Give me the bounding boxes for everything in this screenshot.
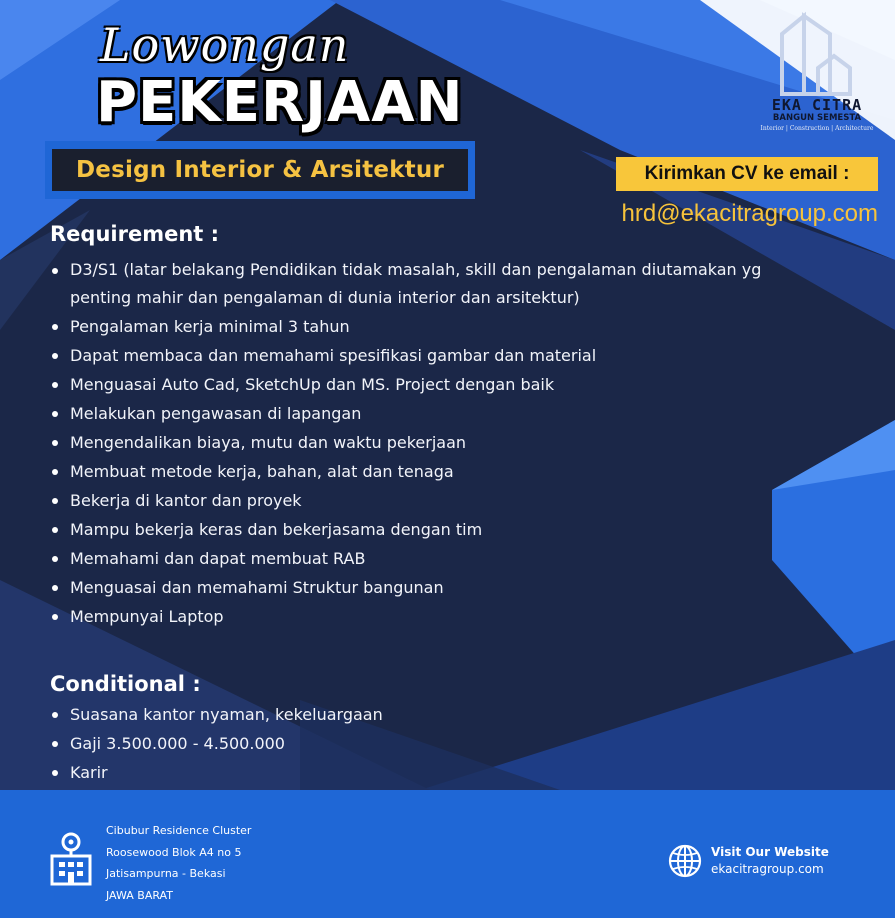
address-line: Jatisampurna - Bekasi: [106, 867, 226, 880]
address-line: JAWA BARAT: [106, 888, 173, 902]
logo-subtitle: BANGUN SEMESTA: [772, 113, 862, 123]
location-building-icon: [50, 832, 92, 886]
list-item: Mampu bekerja keras dan bekerjasama dengan tim: [50, 515, 810, 544]
list-item: Menguasai Auto Cad, SketchUp dan MS. Project dengan baik: [50, 370, 810, 399]
email-link[interactable]: hrd@ekacitragroup.com: [621, 200, 878, 227]
requirements-heading: Requirement :: [50, 222, 220, 246]
list-item: Mengendalikan biaya, mutu dan waktu pekerjaan: [50, 428, 810, 457]
conditional-list: [50, 700, 550, 787]
list-item: Mempunyai Laptop: [50, 602, 810, 631]
main-title: PEKERJAAN: [96, 70, 464, 135]
position-box: [52, 149, 468, 191]
address-block: [106, 820, 251, 906]
list-item: D3/S1 (latar belakang Pendidikan tidak masalah, skill dan pengalaman diutamakan yg penting mahir dan pengalaman di dunia interior dan arsitektur): [50, 256, 810, 312]
list-item: Dapat membaca dan memahami spesifikasi gambar dan material: [50, 341, 810, 370]
address-line: Roosewood Blok A4 no 5: [106, 845, 242, 859]
cv-label-box: [616, 157, 878, 191]
list-item: Membuat metode kerja, bahan, alat dan tenaga: [50, 457, 810, 486]
position-title: Design Interior & Arsitektur: [76, 157, 444, 183]
list-item: Gaji 3.500.000 - 4.500.000: [50, 729, 550, 758]
logo-tagline: Interior | Construction | Architecture: [760, 125, 874, 132]
script-title: Lowongan: [100, 18, 350, 72]
globe-icon: [668, 844, 702, 878]
list-item: Suasana kantor nyaman, kekeluargaan: [50, 700, 550, 729]
address-line: Cibubur Residence Cluster: [106, 824, 252, 837]
logo-name: EKA CITRA: [771, 96, 863, 114]
list-item: Melakukan pengawasan di lapangan: [50, 399, 810, 428]
list-item: Pengalaman kerja minimal 3 tahun: [50, 312, 810, 341]
conditional-heading: Conditional :: [50, 672, 201, 696]
website-link[interactable]: ekacitragroup.com: [711, 862, 824, 876]
list-item: Karir: [50, 758, 550, 787]
list-item: Bekerja di kantor dan proyek: [50, 486, 810, 515]
cv-label: Kirimkan CV ke email :: [644, 163, 850, 184]
list-item: Memahami dan dapat membuat RAB: [50, 544, 810, 573]
requirements-list: [50, 256, 810, 631]
list-item: Menguasai dan memahami Struktur bangunan: [50, 573, 810, 602]
website-title: Visit Our Website: [711, 845, 829, 859]
